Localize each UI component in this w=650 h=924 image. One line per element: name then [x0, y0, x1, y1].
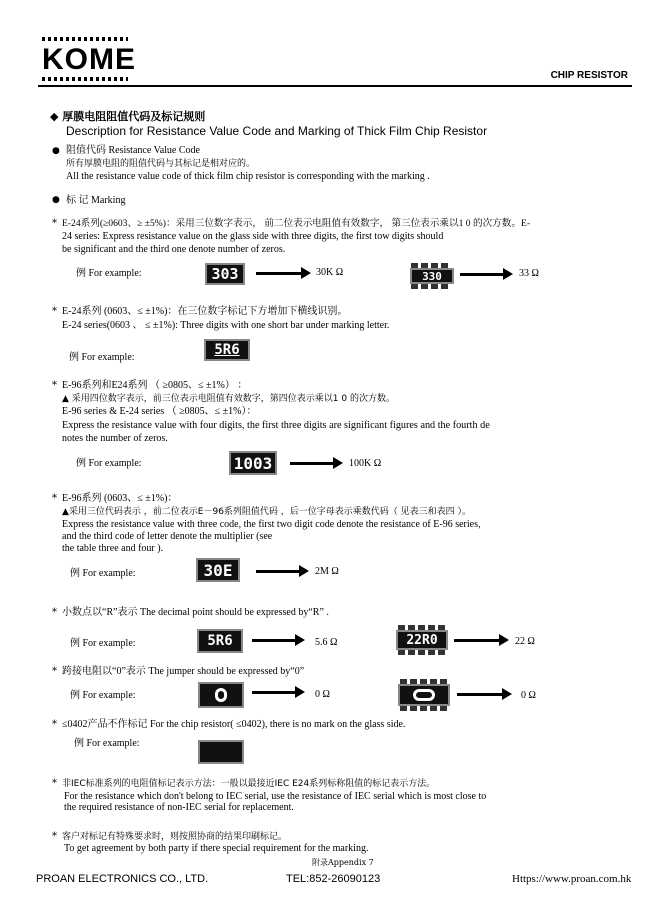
chip-resistor-5r6 — [197, 629, 243, 653]
e96a-example-label: 例 For example: — [76, 458, 142, 469]
nomark-line: ≤0402产品不作标记 For the chip resistor( ≤0402), there is no mark on the glass side. — [62, 719, 406, 730]
e96b-line4: and the third code of letter denote the multiplier (see — [62, 531, 273, 542]
logo-dots-top — [42, 37, 128, 41]
e96b-line5: the table three and four ). — [62, 543, 164, 554]
special-line1: 客户对标记有特殊要求时，则按照协商的结果印刷标记。 — [62, 832, 288, 842]
arrow-icon — [252, 691, 296, 694]
e24a-line3: be significant and the third one denote number of zeros. — [62, 244, 286, 255]
title-zh: 厚膜电阻阻值代码及标记规则 — [62, 110, 206, 123]
chip-marking: 5R6 — [207, 633, 233, 649]
e96b-line3: Express the resistance value with three code, the first two digit code denote the resistance of E-96 series, — [62, 519, 481, 530]
noniec-line1: 非IEC标准系列的电阻值标记表示方法：一般以最接近IEC E24系列标称阻值的标记表示方法。 — [62, 779, 436, 789]
arrow-icon — [252, 639, 296, 642]
chip-marking: 5R6 — [214, 342, 240, 358]
chip-resistor-blank — [198, 740, 244, 764]
s1-en: All the resistance value code of thick film chip resistor is corresponding with the marking . — [66, 171, 430, 182]
e24b-line1: E-24系列 (0603、≤ ±1%)：在三位数字标记下方增加下横线识别。 — [62, 306, 348, 317]
s1-zh: 所有厚膜电阻的阻值代码与其标记是相对应的。 — [66, 159, 256, 169]
chip-marking: 1003 — [233, 453, 273, 473]
chip-marking: 330 — [422, 269, 442, 283]
e96b-value: 2M Ω — [315, 566, 339, 577]
jumper-value1: 0 Ω — [315, 689, 330, 700]
arrow-icon — [290, 462, 334, 465]
e96b-line1: E-96系列 (0603、≤ ±1%)： — [62, 493, 178, 504]
special-line2: To get agreement by both party if there special requirement for the marking. — [64, 843, 369, 854]
bullet-icon: ● — [52, 146, 60, 156]
logo-text: KOME — [42, 43, 136, 76]
decimal-value2: 22 Ω — [515, 636, 535, 647]
chip-resistor-330 — [410, 268, 454, 284]
decimal-example-label: 例 For example: — [70, 638, 136, 649]
e24a-line1: E-24系列(≥0603、≥ ±5%)：采用三位数字表示， 前二位表示电阻值有效数字， 第三位表示乘以1 0 的次方数。E- — [62, 218, 531, 229]
chip-resistor-1003 — [229, 451, 277, 475]
appendix-label: 附录Appendix 7 — [312, 858, 374, 867]
chip-terminals — [411, 284, 451, 289]
e96b-line2: ▲采用三位代码表示 ，前二位表示E－96系列阻值代码 ，后一位字母表示乘数代码（ 见表三和表四 ）。 — [62, 507, 472, 517]
arrow-icon — [460, 273, 504, 276]
chip-resistor-30e — [196, 558, 240, 582]
decimal-value1: 5.6 Ω — [315, 637, 338, 648]
chip-resistor-22r0 — [396, 630, 448, 650]
chip-marking: 22R0 — [406, 632, 438, 648]
asterisk-icon: * — [52, 719, 57, 730]
footer-company: PROAN ELECTRONICS CO., LTD. — [36, 873, 209, 885]
asterisk-icon: * — [52, 380, 57, 391]
header-divider — [38, 85, 632, 87]
zero-ring-icon — [413, 689, 435, 701]
noniec-line3: the required resistance of non-IEC serial for replacement. — [64, 802, 294, 813]
e24a-value1: 30K Ω — [316, 267, 344, 278]
asterisk-icon: * — [52, 493, 57, 504]
arrow-icon — [256, 272, 302, 275]
chip-marking: 30E — [203, 560, 233, 580]
e96a-line2: ▲ 采用四位数字表示，前三位表示电阻值有效数字，第四位表示乘以1 0 的次方数。 — [62, 394, 395, 404]
arrow-icon — [454, 639, 500, 642]
bullet-icon: ● — [52, 195, 60, 205]
e24a-example-label: 例 For example: — [76, 268, 142, 279]
e24a-value2: 33 Ω — [519, 268, 539, 279]
title-en: Description for Resistance Value Code and Marking of Thick Film Chip Resistor — [66, 124, 488, 138]
asterisk-icon: * — [52, 778, 57, 789]
s1-head: 阻值代码 Resistance Value Code — [66, 145, 200, 156]
jumper-line: 跨接电阻以“0”表示 The jumper should be expressed by“0” — [62, 666, 305, 677]
e96a-line1: E-96系列和E24系列 （ ≥0805、≤ ±1%） ： — [62, 380, 248, 391]
decimal-line: 小数点以“R”表示 The decimal point should be expressed by“R” . — [62, 607, 329, 618]
footer-tel: TEL:852-26090123 — [286, 873, 381, 885]
chip-terminals — [398, 650, 446, 655]
noniec-line2: For the resistance which don't belong to IEC serial, use the resistance of IEC serial which is most close to — [64, 791, 487, 802]
title-zh-row — [50, 111, 205, 123]
e96a-line5: notes the number of zeros. — [62, 433, 168, 444]
asterisk-icon: * — [52, 306, 57, 317]
nomark-example-label: 例 For example: — [74, 738, 140, 749]
footer-url[interactable]: Https://www.proan.com.hk — [512, 873, 632, 885]
chip-resistor-jumper-array — [398, 684, 450, 706]
chip-marking: 303 — [211, 265, 239, 283]
e96a-value: 100K Ω — [349, 458, 382, 469]
e24b-line2: E-24 series(0603 、 ≤ ±1%): Three digits with one short bar under marking letter. — [62, 320, 390, 331]
chip-terminals — [400, 706, 448, 711]
chip-resistor-303 — [205, 263, 245, 285]
logo-dots-bottom — [42, 77, 128, 81]
zero-ring-icon — [215, 688, 227, 702]
chip-resistor-jumper — [198, 682, 244, 708]
e24a-line2: 24 series: Express resistance value on the glass side with three digits, the first tow digits should — [62, 231, 444, 242]
diamond-icon: ◆ — [50, 110, 63, 123]
e96a-line4: Express the resistance value with four digits, the first three digits are significant figures and the fourth de — [62, 420, 490, 431]
jumper-example-label: 例 For example: — [70, 690, 136, 701]
chip-resistor-5r6-underbar — [204, 339, 250, 361]
company-logo — [42, 43, 136, 81]
arrow-icon — [256, 570, 300, 573]
asterisk-icon: * — [52, 831, 57, 842]
jumper-value2: 0 Ω — [521, 690, 536, 701]
e24b-example-label: 例 For example: — [69, 352, 135, 363]
asterisk-icon: * — [52, 218, 57, 229]
arrow-icon — [457, 693, 503, 696]
e96b-example-label: 例 For example: — [70, 568, 136, 579]
e96a-line3: E-96 series & E-24 series （ ≥0805、≤ ±1%）： — [62, 406, 257, 417]
page-category: CHIP RESISTOR — [550, 70, 628, 81]
s2-head: 标 记 Marking — [66, 195, 126, 206]
asterisk-icon: * — [52, 666, 57, 677]
asterisk-icon: * — [52, 607, 57, 618]
